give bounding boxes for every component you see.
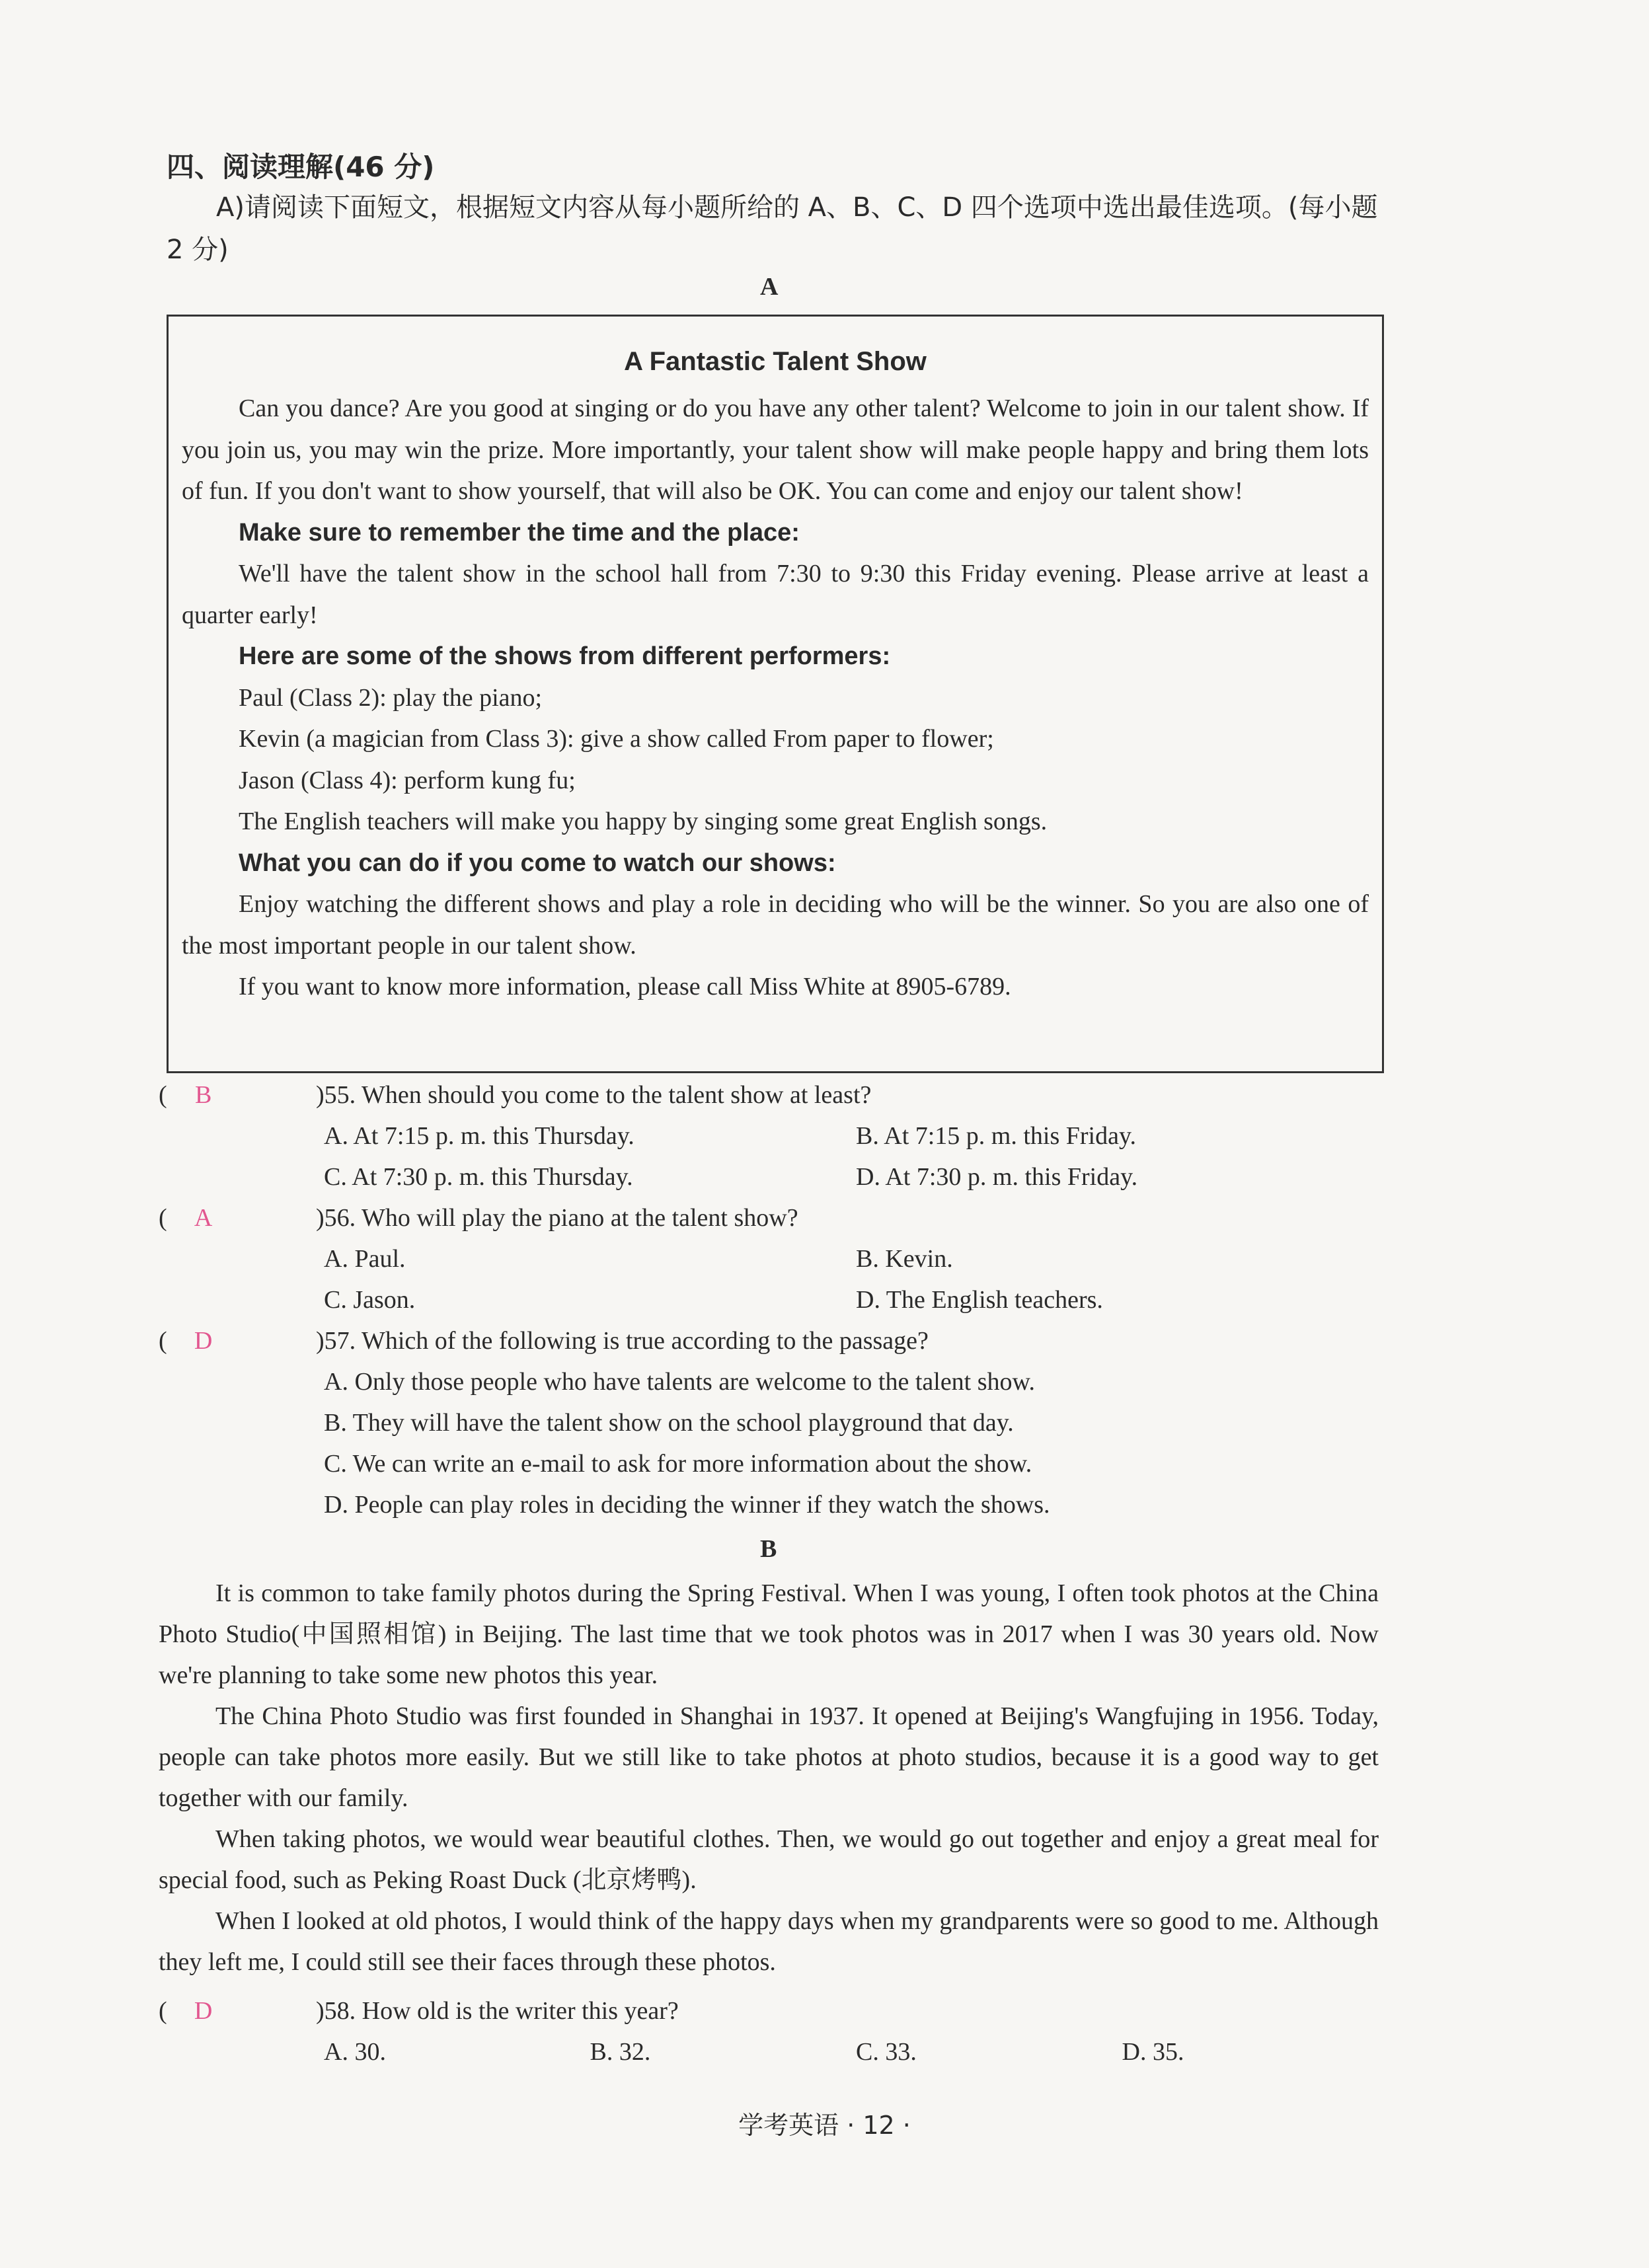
option-a: A. 30.: [324, 2038, 386, 2066]
option-c: C. 33.: [856, 2038, 917, 2066]
performer-item: Jason (Class 4): perform kung fu;: [239, 766, 576, 794]
performer-item: Paul (Class 2): play the piano;: [239, 683, 543, 712]
option-b: B. At 7:15 p. m. this Friday.: [856, 1122, 1137, 1150]
passage-b-paragraph: The China Photo Studio was first founded in Shanghai in 1937. It opened at Beijing's Wangfujing in 1956. Today, people can take photos more easily. But we still like to take photos at photo studios, because it is a good way to get together with our family.: [159, 1702, 1379, 1812]
option-b: B. They will have the talent show on the school playground that day.: [324, 1409, 1014, 1437]
passage-b-paragraph: When I looked at old photos, I would think of the happy days when my grandparents were so good to me. Although they left me, I could still see their faces through these photos.: [159, 1907, 1379, 1976]
option-c: C. We can write an e-mail to ask for more information about the show.: [324, 1450, 1032, 1478]
question-55: ( B )55. When should you come to the talent show at least? A. At 7:15 p. m. this Thursday. B. At 7:15 p. m. this Friday. C. At 7:30 p. m. this Thursday. D. At 7:30 p. m. this Friday.: [159, 1075, 1388, 1197]
option-a: A. Paul.: [324, 1245, 406, 1273]
page-footer: 学考英语 · 12 ·: [738, 2111, 911, 2140]
passage-a-p3: Enjoy watching the different shows and play a role in deciding who will be the winner. So you are also one of the most important people in our talent show.: [182, 890, 1369, 960]
passage-b-paragraph: It is common to take family photos during the Spring Festival. When I was young, I often took photos at the China Photo Studio(中国照相馆) in Beijing. The last time that we took photos was in 2017 when I was 30 years old. Now we're planning to take some new photos this year.: [159, 1579, 1379, 1689]
passage-b-body: [159, 1573, 1379, 1983]
question-stem: )57. Which of the following is true according to the passage?: [316, 1327, 929, 1355]
option-a: A. At 7:15 p. m. this Thursday.: [324, 1122, 634, 1150]
question-stem: )55. When should you come to the talent show at least?: [316, 1081, 872, 1109]
passage-a-title: A Fantastic Talent Show: [624, 347, 927, 376]
answer-mark: A: [194, 1204, 213, 1232]
passage-b-paragraph: When taking photos, we would wear beautiful clothes. Then, we would go out together and enjoy a great meal for special food, such as Peking Roast Duck (北京烤鸭).: [159, 1825, 1379, 1894]
passage-a-label: A: [760, 273, 779, 301]
passage-a-heading-time: Make sure to remember the time and the place:: [239, 518, 800, 547]
option-d: D. 35.: [1122, 2038, 1184, 2066]
answer-mark: D: [194, 1327, 213, 1355]
question-56: ( A )56. Who will play the piano at the talent show? A. Paul. B. Kevin. C. Jason. D. The English teachers.: [159, 1197, 1388, 1320]
passage-a-p4: If you want to know more information, please call Miss White at 8905-6789.: [239, 973, 1011, 1001]
question-58: ( D )58. How old is the writer this year? A. 30. B. 32. C. 33. D. 35.: [159, 1990, 1388, 2072]
passage-a-p1: Can you dance? Are you good at singing or do you have any other talent? Welcome to join in our talent show. If you join us, you may win the prize. More importantly, your talent show will make people happy and bring them lots of fun. If you don't want to show yourself, that will also be OK. You can come and enjoy our talent show!: [182, 395, 1369, 505]
option-c: C. Jason.: [324, 1286, 416, 1314]
option-d: D. At 7:30 p. m. this Friday.: [856, 1163, 1138, 1191]
passage-a-p2: We'll have the talent show in the school hall from 7:30 to 9:30 this Friday evening. Please arrive at least a quarter early!: [182, 560, 1369, 629]
performer-item: The English teachers will make you happy by singing some great English songs.: [239, 808, 1048, 835]
option-a: A. Only those people who have talents are welcome to the talent show.: [324, 1368, 1036, 1396]
option-b: B. Kevin.: [856, 1245, 953, 1273]
answer-mark: D: [194, 1997, 213, 2025]
question-57: ( D )57. Which of the following is true according to the passage? A. Only those people who have talents are welcome to the talent show. B. They will have the talent show on the school playground that day. C. We can write an e-mail to ask for more information about the show. D. People can play roles in deciding the winner if they watch the shows.: [159, 1320, 1388, 1525]
passage-b-label: B: [760, 1535, 777, 1563]
section-title: 四、阅读理解(46 分): [167, 151, 435, 183]
question-stem: )58. How old is the writer this year?: [316, 1997, 679, 2025]
option-d: D. People can play roles in deciding the winner if they watch the shows.: [324, 1491, 1050, 1519]
performer-item: Kevin (a magician from Class 3): give a show called From paper to flower;: [239, 725, 994, 753]
passage-a-heading-performers: Here are some of the shows from different performers:: [239, 642, 891, 670]
answer-mark: B: [194, 1081, 212, 1109]
question-stem: )56. Who will play the piano at the talent show?: [316, 1204, 798, 1232]
option-c: C. At 7:30 p. m. this Thursday.: [324, 1163, 633, 1191]
option-b: B. 32.: [590, 2038, 651, 2066]
option-d: D. The English teachers.: [856, 1286, 1103, 1314]
passage-a-body: [182, 388, 1369, 1008]
passage-a-box: [167, 315, 1384, 1073]
passage-a-heading-watch: What you can do if you come to watch our shows:: [239, 849, 836, 877]
section-instruction: A)请阅读下面短文，根据短文内容从每小题所给的 A、B、C、D 四个选项中选出最佳选项。(每小题 2 分): [167, 192, 1378, 265]
